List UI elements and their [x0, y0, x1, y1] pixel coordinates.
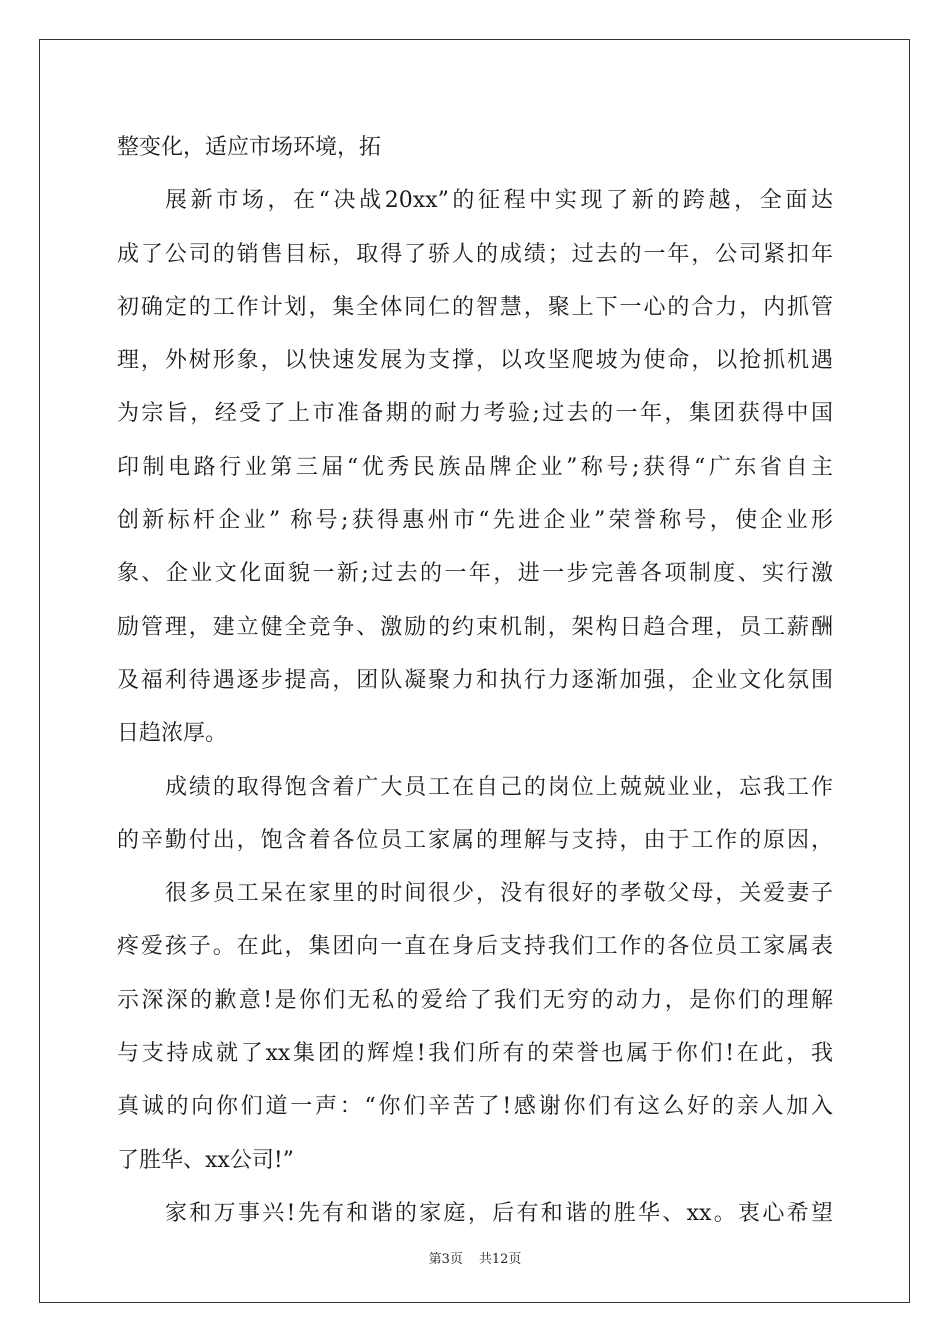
text-line: 疼爱孩子。在此，集团向一直在身后支持我们工作的各位员工家属表 — [117, 934, 833, 960]
text-line: 了胜华、xx公司!” — [117, 1147, 294, 1173]
text-line: 的辛勤付出，饱含着各位员工家属的理解与支持，由于工作的原因， — [117, 827, 833, 853]
text-line: 日趋浓厚。 — [117, 721, 228, 747]
text-line: 象、企业文化面貌一新;过去的一年，进一步完善各项制度、实行激 — [117, 561, 833, 587]
text-line: 家和万事兴!先有和谐的家庭，后有和谐的胜华、xx。衷心希望 — [165, 1200, 833, 1226]
text-line: 为宗旨，经受了上市准备期的耐力考验;过去的一年，集团获得中国 — [117, 401, 833, 427]
text-line: 初确定的工作计划，集全体同仁的智慧，聚上下一心的合力，内抓管 — [117, 294, 833, 320]
text-line: 与支持成就了xx集团的辉煌!我们所有的荣誉也属于你们!在此，我 — [117, 1041, 833, 1067]
text-line: 很多员工呆在家里的时间很少，没有很好的孝敬父母，关爱妻子 — [165, 881, 833, 907]
text-line: 成绩的取得饱含着广大员工在自己的岗位上兢兢业业，忘我工作 — [165, 774, 833, 800]
page-footer — [0, 1248, 950, 1267]
text-line: 理，外树形象，以快速发展为支撑，以攻坚爬坡为使命，以抢抓机遇 — [117, 348, 833, 374]
document-body — [117, 121, 833, 1240]
text-line: 展新市场，在“决战20xx”的征程中实现了新的跨越，全面达 — [165, 188, 833, 214]
text-line: 创新标杆企业” 称号;获得惠州市“先进企业”荣誉称号，使企业形 — [117, 508, 833, 534]
text-line: 印制电路行业第三届“优秀民族品牌企业”称号;获得“广东省自主 — [117, 454, 833, 480]
text-line: 真诚的向你们道一声：“你们辛苦了!感谢你们有这么好的亲人加入 — [117, 1094, 833, 1120]
text-line: 整变化，适应市场环境，拓 — [117, 135, 382, 160]
page-total: 共12页 — [478, 1252, 522, 1267]
text-line: 及福利待遇逐步提高，团队凝聚力和执行力逐渐加强，企业文化氛围 — [117, 667, 833, 693]
text-line: 成了公司的销售目标，取得了骄人的成绩；过去的一年，公司紧扣年 — [117, 241, 833, 267]
text-line: 励管理，建立健全竞争、激励的约束机制，架构日趋合理，员工薪酬 — [117, 614, 833, 640]
text-line: 示深深的歉意!是你们无私的爱给了我们无穷的动力，是你们的理解 — [117, 987, 833, 1013]
page-number: 第3页 — [428, 1252, 463, 1267]
